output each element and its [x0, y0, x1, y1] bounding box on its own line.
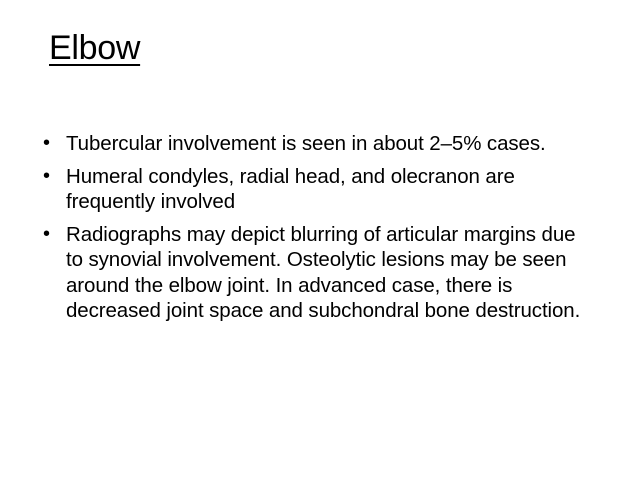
- bullet-text: Tubercular involvement is seen in about 2–5% cases.: [66, 132, 546, 155]
- bullet-item: [43, 131, 588, 157]
- slide-title: Elbow: [49, 29, 141, 67]
- bullet-item: [43, 222, 588, 324]
- bullet-text: Radiographs may depict blurring of articular margins due to synovial involvement. Osteolytic lesions may be seen around the elbow joint. In advanced case, there is decreased joint space and subchondral bone destruction.: [66, 222, 581, 322]
- bullet-dot-icon: •: [43, 164, 50, 187]
- bullet-item: [43, 164, 588, 215]
- bullet-dot-icon: •: [43, 132, 50, 154]
- bullet-text: Humeral condyles, radial head, and olecranon are frequently involved: [66, 164, 515, 213]
- bullet-list: [43, 131, 588, 331]
- bullet-dot-icon: •: [43, 222, 50, 245]
